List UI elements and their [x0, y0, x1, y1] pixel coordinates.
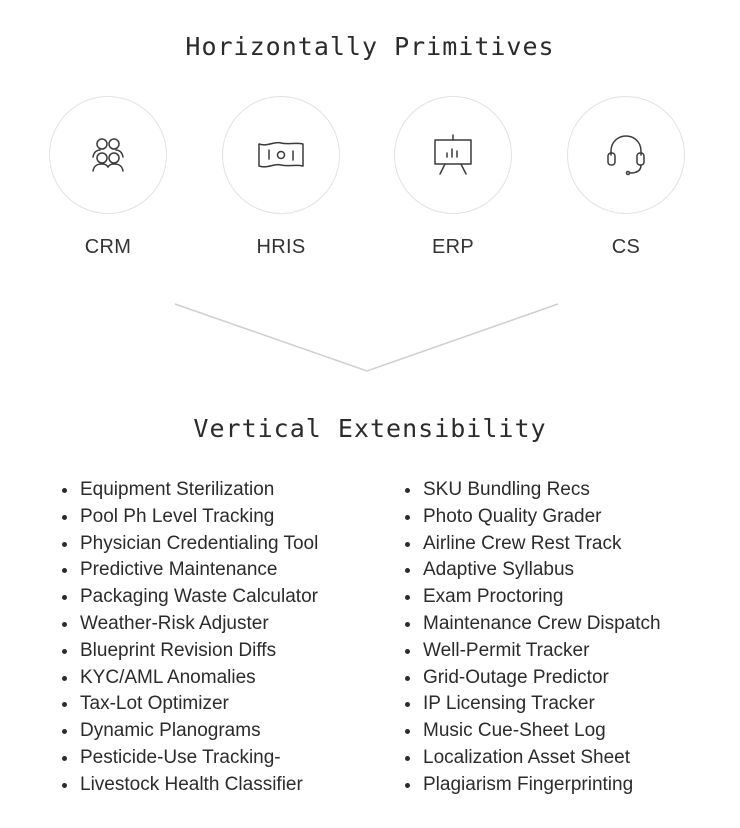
list-item: IP Licensing Tracker [403, 691, 661, 718]
vertical-list-right [403, 477, 661, 799]
list-item: Packaging Waste Calculator [60, 584, 318, 611]
primitive-cs [567, 96, 685, 259]
primitive-label: HRIS [256, 236, 306, 258]
list-item: KYC/AML Anomalies [60, 665, 318, 692]
primitive-circle [567, 96, 685, 214]
list-item: Physician Credentialing Tool [60, 531, 318, 558]
list-item: Plagiarism Fingerprinting [403, 772, 661, 799]
list-item: Localization Asset Sheet [403, 745, 661, 772]
list-item: Livestock Health Classifier [60, 772, 318, 799]
users-icon [86, 133, 130, 177]
list-item: Pool Ph Level Tracking [60, 504, 318, 531]
list-item: Well-Permit Tracker [403, 638, 661, 665]
list-item: Predictive Maintenance [60, 557, 318, 584]
list-item: Tax-Lot Optimizer [60, 691, 318, 718]
vertical-list-left [60, 477, 318, 799]
primitive-crm [49, 96, 167, 259]
list-item: Maintenance Crew Dispatch [403, 611, 661, 638]
primitive-erp [394, 96, 512, 259]
banknote-icon [256, 133, 306, 177]
primitive-circle [49, 96, 167, 214]
primitive-label: ERP [431, 236, 475, 258]
list-item: Equipment Sterilization [60, 477, 318, 504]
list-item: Weather-Risk Adjuster [60, 611, 318, 638]
chevron-connector [0, 290, 740, 390]
headset-icon [603, 131, 649, 179]
list-item: Exam Proctoring [403, 584, 661, 611]
list-item: Photo Quality Grader [403, 504, 661, 531]
primitive-label: CS [611, 236, 641, 258]
list-item: Grid-Outage Predictor [403, 665, 661, 692]
vertical-heading: Vertical Extensibility [193, 414, 547, 443]
primitive-hris [222, 96, 340, 259]
primitive-label: CRM [84, 236, 132, 258]
list-item: Music Cue-Sheet Log [403, 718, 661, 745]
primitives-heading: Horizontally Primitives [185, 32, 555, 61]
list-item: Adaptive Syllabus [403, 557, 661, 584]
list-item: Dynamic Planograms [60, 718, 318, 745]
presentation-chart-icon [430, 132, 476, 178]
list-item: SKU Bundling Recs [403, 477, 661, 504]
primitive-circle [394, 96, 512, 214]
list-item: Blueprint Revision Diffs [60, 638, 318, 665]
list-item: Airline Crew Rest Track [403, 531, 661, 558]
primitive-circle [222, 96, 340, 214]
list-item: Pesticide-Use Tracking- [60, 745, 318, 772]
